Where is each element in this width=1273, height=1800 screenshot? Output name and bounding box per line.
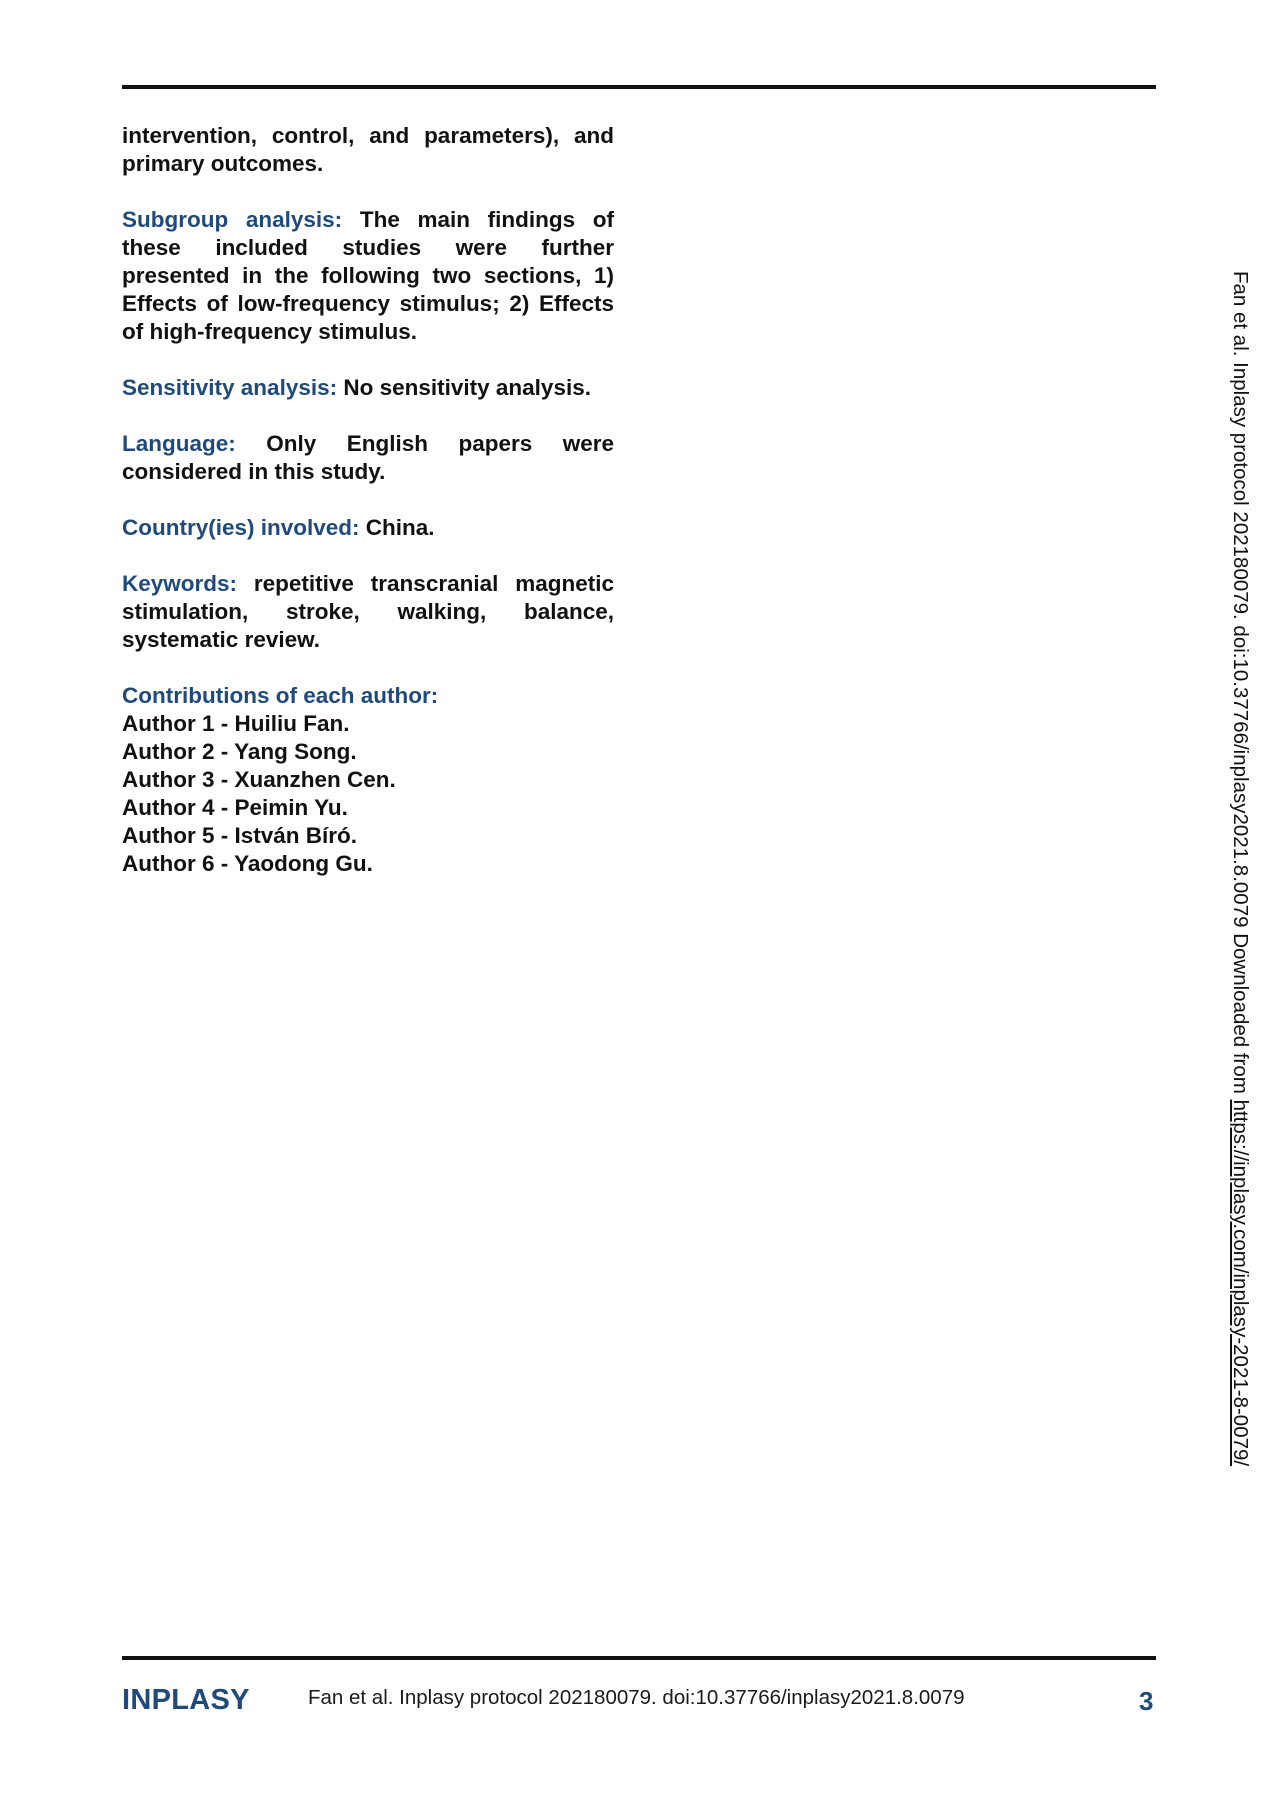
country-text: China. [359,515,435,540]
footer-rule [122,1656,1156,1660]
subgroup-text: The main findings of these included studies were further presented in the following two sections, 1) Effects of low-frequency stimulus; 2) Effects of high-frequency stimulus. [122,207,614,344]
sensitivity-text: No sensitivity analysis. [337,375,591,400]
author-line: Author 1 - Huiliu Fan. [122,711,350,736]
language-text: Only English papers were considered in this study. [122,431,614,484]
inplasy-logo: INPLASY [122,1684,250,1716]
author-line: Author 5 - István Bíró. [122,823,358,848]
page-number: 3 [1139,1686,1154,1716]
sidebar-url-link[interactable]: https://inplasy.com/inplasy-2021-8-0079/ [1229,1099,1252,1467]
language-paragraph [122,430,614,486]
contributions-label: Contributions of each author: [122,683,439,708]
sensitivity-label: Sensitivity analysis: [122,375,338,400]
sensitivity-paragraph [122,374,614,402]
author-line: Author 4 - Peimin Yu. [122,795,348,820]
keywords-text: repetitive transcranial magnetic stimulation, stroke, walking, balance, systematic review. [122,571,614,652]
subgroup-label: Subgroup analysis: [122,207,343,232]
sidebar-download-note [1228,271,1252,1466]
country-paragraph [122,514,614,542]
header-rule [122,85,1156,89]
author-line: Author 3 - Xuanzhen Cen. [122,767,396,792]
keywords-label: Keywords: [122,571,238,596]
author-line: Author 6 - Yaodong Gu. [122,851,373,876]
contributions-section [122,682,614,878]
country-label: Country(ies) involved: [122,515,360,540]
sidebar-text: Fan et al. Inplasy protocol 202180079. doi:10.37766/inplasy2021.8.0079 Downloaded from [1229,271,1252,1100]
author-line: Author 2 - Yang Song. [122,739,357,764]
subgroup-paragraph [122,206,614,346]
language-label: Language: [122,431,236,456]
main-column [122,122,614,878]
keywords-paragraph [122,570,614,654]
footer-citation: Fan et al. Inplasy protocol 202180079. doi:10.37766/inplasy2021.8.0079 [308,1686,965,1709]
intro-paragraph: intervention, control, and parameters), and primary outcomes. [122,123,614,176]
